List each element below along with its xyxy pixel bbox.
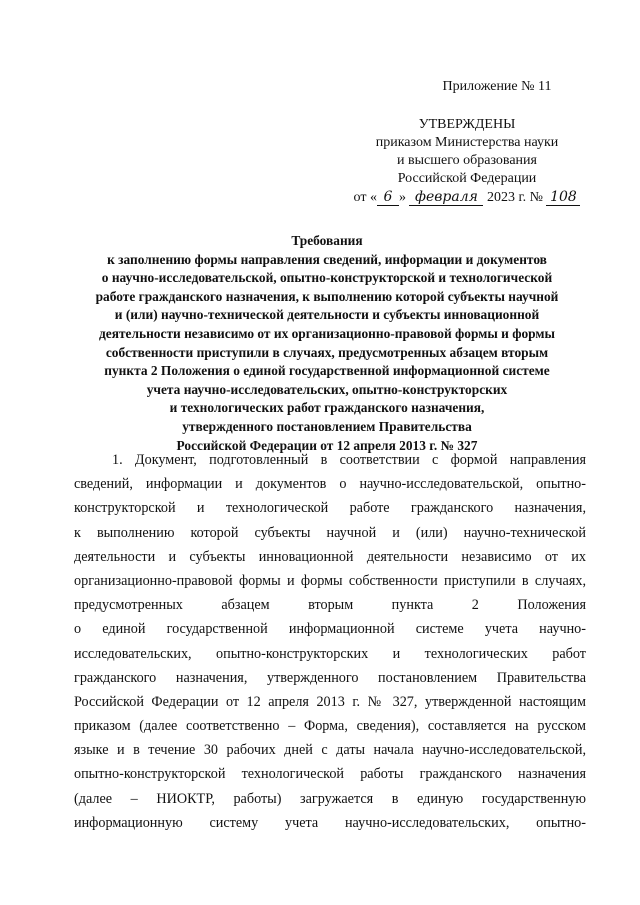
title-line: деятельности независимо от их организационно-правовой формы и формы [99, 325, 555, 341]
body-line: 1. Документ, подготовленный в соответствии с формой направления [112, 452, 586, 468]
order-date-prefix: от « [353, 190, 377, 205]
order-month-handwritten: февраля [409, 189, 483, 206]
body-line: конструкторской и технологической работе гражданского назначения, [74, 500, 586, 517]
approval-block [342, 78, 592, 207]
title-line: и технологических работ гражданского назначения, [169, 400, 485, 416]
order-day-handwritten: 6 [377, 189, 399, 206]
order-number-handwritten: 108 [546, 189, 580, 206]
body-line: предусмотренных абзацем вторым пункта 2 Положения [74, 597, 586, 614]
body-paragraph-1 [74, 448, 586, 835]
body-line: к выполнению которой субъекты научной и (или) научно-технической [74, 524, 586, 541]
body-line: гражданского назначения, утвержденного постановлением Правительства [74, 669, 586, 686]
order-date-line [342, 189, 592, 207]
body-line: организационно-правовой формы и формы собственности приступили в случаях, [74, 572, 586, 589]
body-line: опытно-конструкторской технологической работы гражданского назначения [74, 766, 586, 783]
body-line: сведений, информации и документов о научно-исследовательской, опытно- [74, 476, 586, 493]
body-line: Российской Федерации от 12 апреля 2013 г. № 327, утвержденной настоящим [74, 693, 586, 710]
body-line: исследовательских, опытно-конструкторских и технологических работ [74, 645, 586, 662]
document-title [60, 232, 594, 455]
approval-line: и высшего образования [397, 153, 537, 168]
title-line: и (или) научно-технической деятельности и субъекты инновационной [114, 307, 540, 323]
title-line: пункта 2 Положения о единой государственной информационной системе [104, 363, 550, 379]
approved-heading: УТВЕРЖДЕНЫ [418, 117, 516, 132]
body-line: информационную систему учета научно-исследовательских, опытно- [74, 814, 586, 831]
approval-line: Российской Федерации [397, 171, 537, 186]
body-line: (далее – НИОКТР, работы) загружается в единую государственную [74, 790, 586, 807]
approval-line: приказом Министерства науки [375, 135, 559, 150]
title-line: о научно-исследовательской, опытно-конструкторской и технологической [101, 270, 553, 286]
body-line: приказом (далее соответственно – Форма, сведения), составляется на русском [74, 718, 586, 735]
body-line: деятельности и субъекты инновационной деятельности независимо от их [74, 548, 586, 565]
title-line: к заполнению формы направления сведений, информации и документов [107, 251, 547, 267]
appendix-number: Приложение № 11 [442, 79, 552, 94]
body-line: языке и в течение 30 рабочих дней с даты начала научно-исследовательской, [74, 742, 586, 759]
title-line: собственности приступили в случаях, предусмотренных абзацем вторым [105, 344, 549, 360]
title-line: учета научно-исследовательских, опытно-конструкторских [146, 381, 508, 397]
title-line: работе гражданского назначения, к выполнению которой субъекты научной [95, 288, 559, 304]
body-line: о единой государственной информационной системе учета научно- [74, 621, 586, 638]
title-line: Российской Федерации от 12 апреля 2013 г. № 327 [176, 437, 478, 453]
order-date-mid: » [398, 190, 406, 205]
title-line: утвержденного постановлением Правительства [182, 418, 472, 434]
title-heading: Требования [291, 233, 363, 248]
order-year: 2023 г. № [486, 190, 543, 205]
